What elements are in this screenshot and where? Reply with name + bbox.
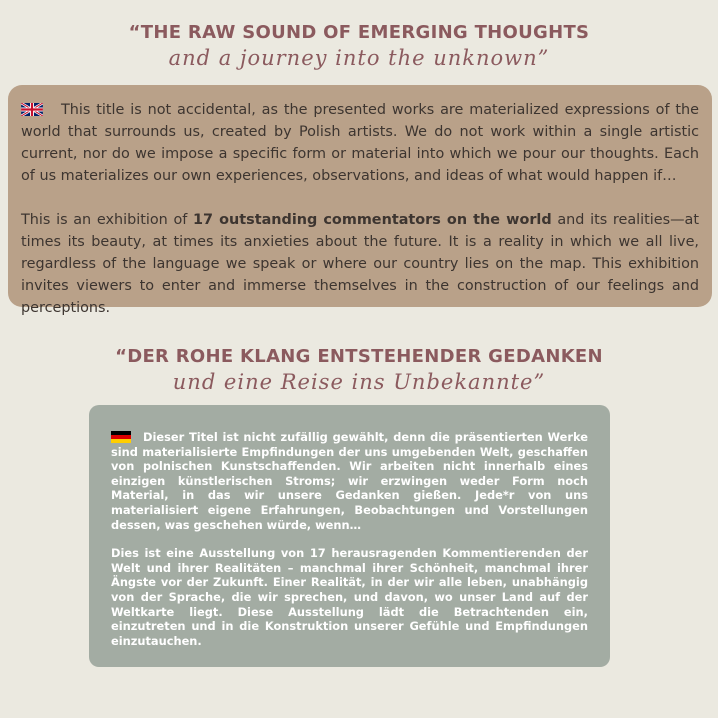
english-highlight: 17 outstanding commentators on the world [192,212,552,228]
uk-flag-icon [21,103,43,116]
english-title: “THE RAW SOUND OF EMERGING THOUGHTS [128,22,590,43]
german-paragraph-1 [111,430,588,532]
german-paragraph-1-text: Dieser Titel ist nicht zufällig gewählt, denn die präsentierten Werke sind materialisierte Empfindungen der uns umgebenden Welt, geschaffen von polnischen Kunstschaffenden. Wir arbeiten nicht innerhalb eines einzigen künstlerischen Stroms; wir erzwingen weder Form noch Material, in das wir unsere Gedanken gießen. Jede*r von uns materialisiert eigene Erfahrungen, Beobachtungen und Vorstellungen dessen, was geschehen würde, wenn… [111,430,588,532]
german-text-panel [89,405,610,667]
english-paragraph-2-start: This is an exhibition of [21,212,193,228]
germany-flag-icon [111,431,131,443]
german-paragraph-2: Dies ist eine Ausstellung von 17 herausragenden Kommentierenden der Welt und ihrer Realitäten – manchmal ihrer Schönheit, manchmal ihrer Ängste vor der Zukunft. Einer Realität, in der wir alle leben, unabhängig von der Sprache, die wir sprechen, und davon, wo unser Land auf der Weltkarte liegt. Diese Ausstellung lädt die Betrachtenden ein, einzutreten und in die Konstruktion unserer Gefühle und Empfindungen einzutauchen. [111,546,588,648]
english-paragraph-1 [21,99,699,187]
english-paragraph-2-end: and its realities—at times its beauty, at times its anxieties about the future. It is a reality in which we all live, regardless of the language we speak or where our country lies on the map. This exhibition invites viewers to enter and immerse themselves in the construction of our feelings and perceptions. [21,212,699,316]
english-text-panel [8,85,712,316]
german-title: “DER ROHE KLANG ENTSTEHENDER GEDANKEN [115,346,603,367]
english-paragraph-1-text: This title is not accidental, as the presented works are materialized expressions of the world that surrounds us, created by Polish artists. We do not work within a single artistic current, nor do we impose a specific form or material into which we pour our thoughts. Each of us materializes our own experiences, observations, and ideas of what would happen if… [21,102,699,184]
english-subtitle: and a journey into the unknown” [168,46,550,70]
german-subtitle: und eine Reise ins Unbekannte” [172,370,546,394]
english-paragraph-2 [21,209,699,319]
